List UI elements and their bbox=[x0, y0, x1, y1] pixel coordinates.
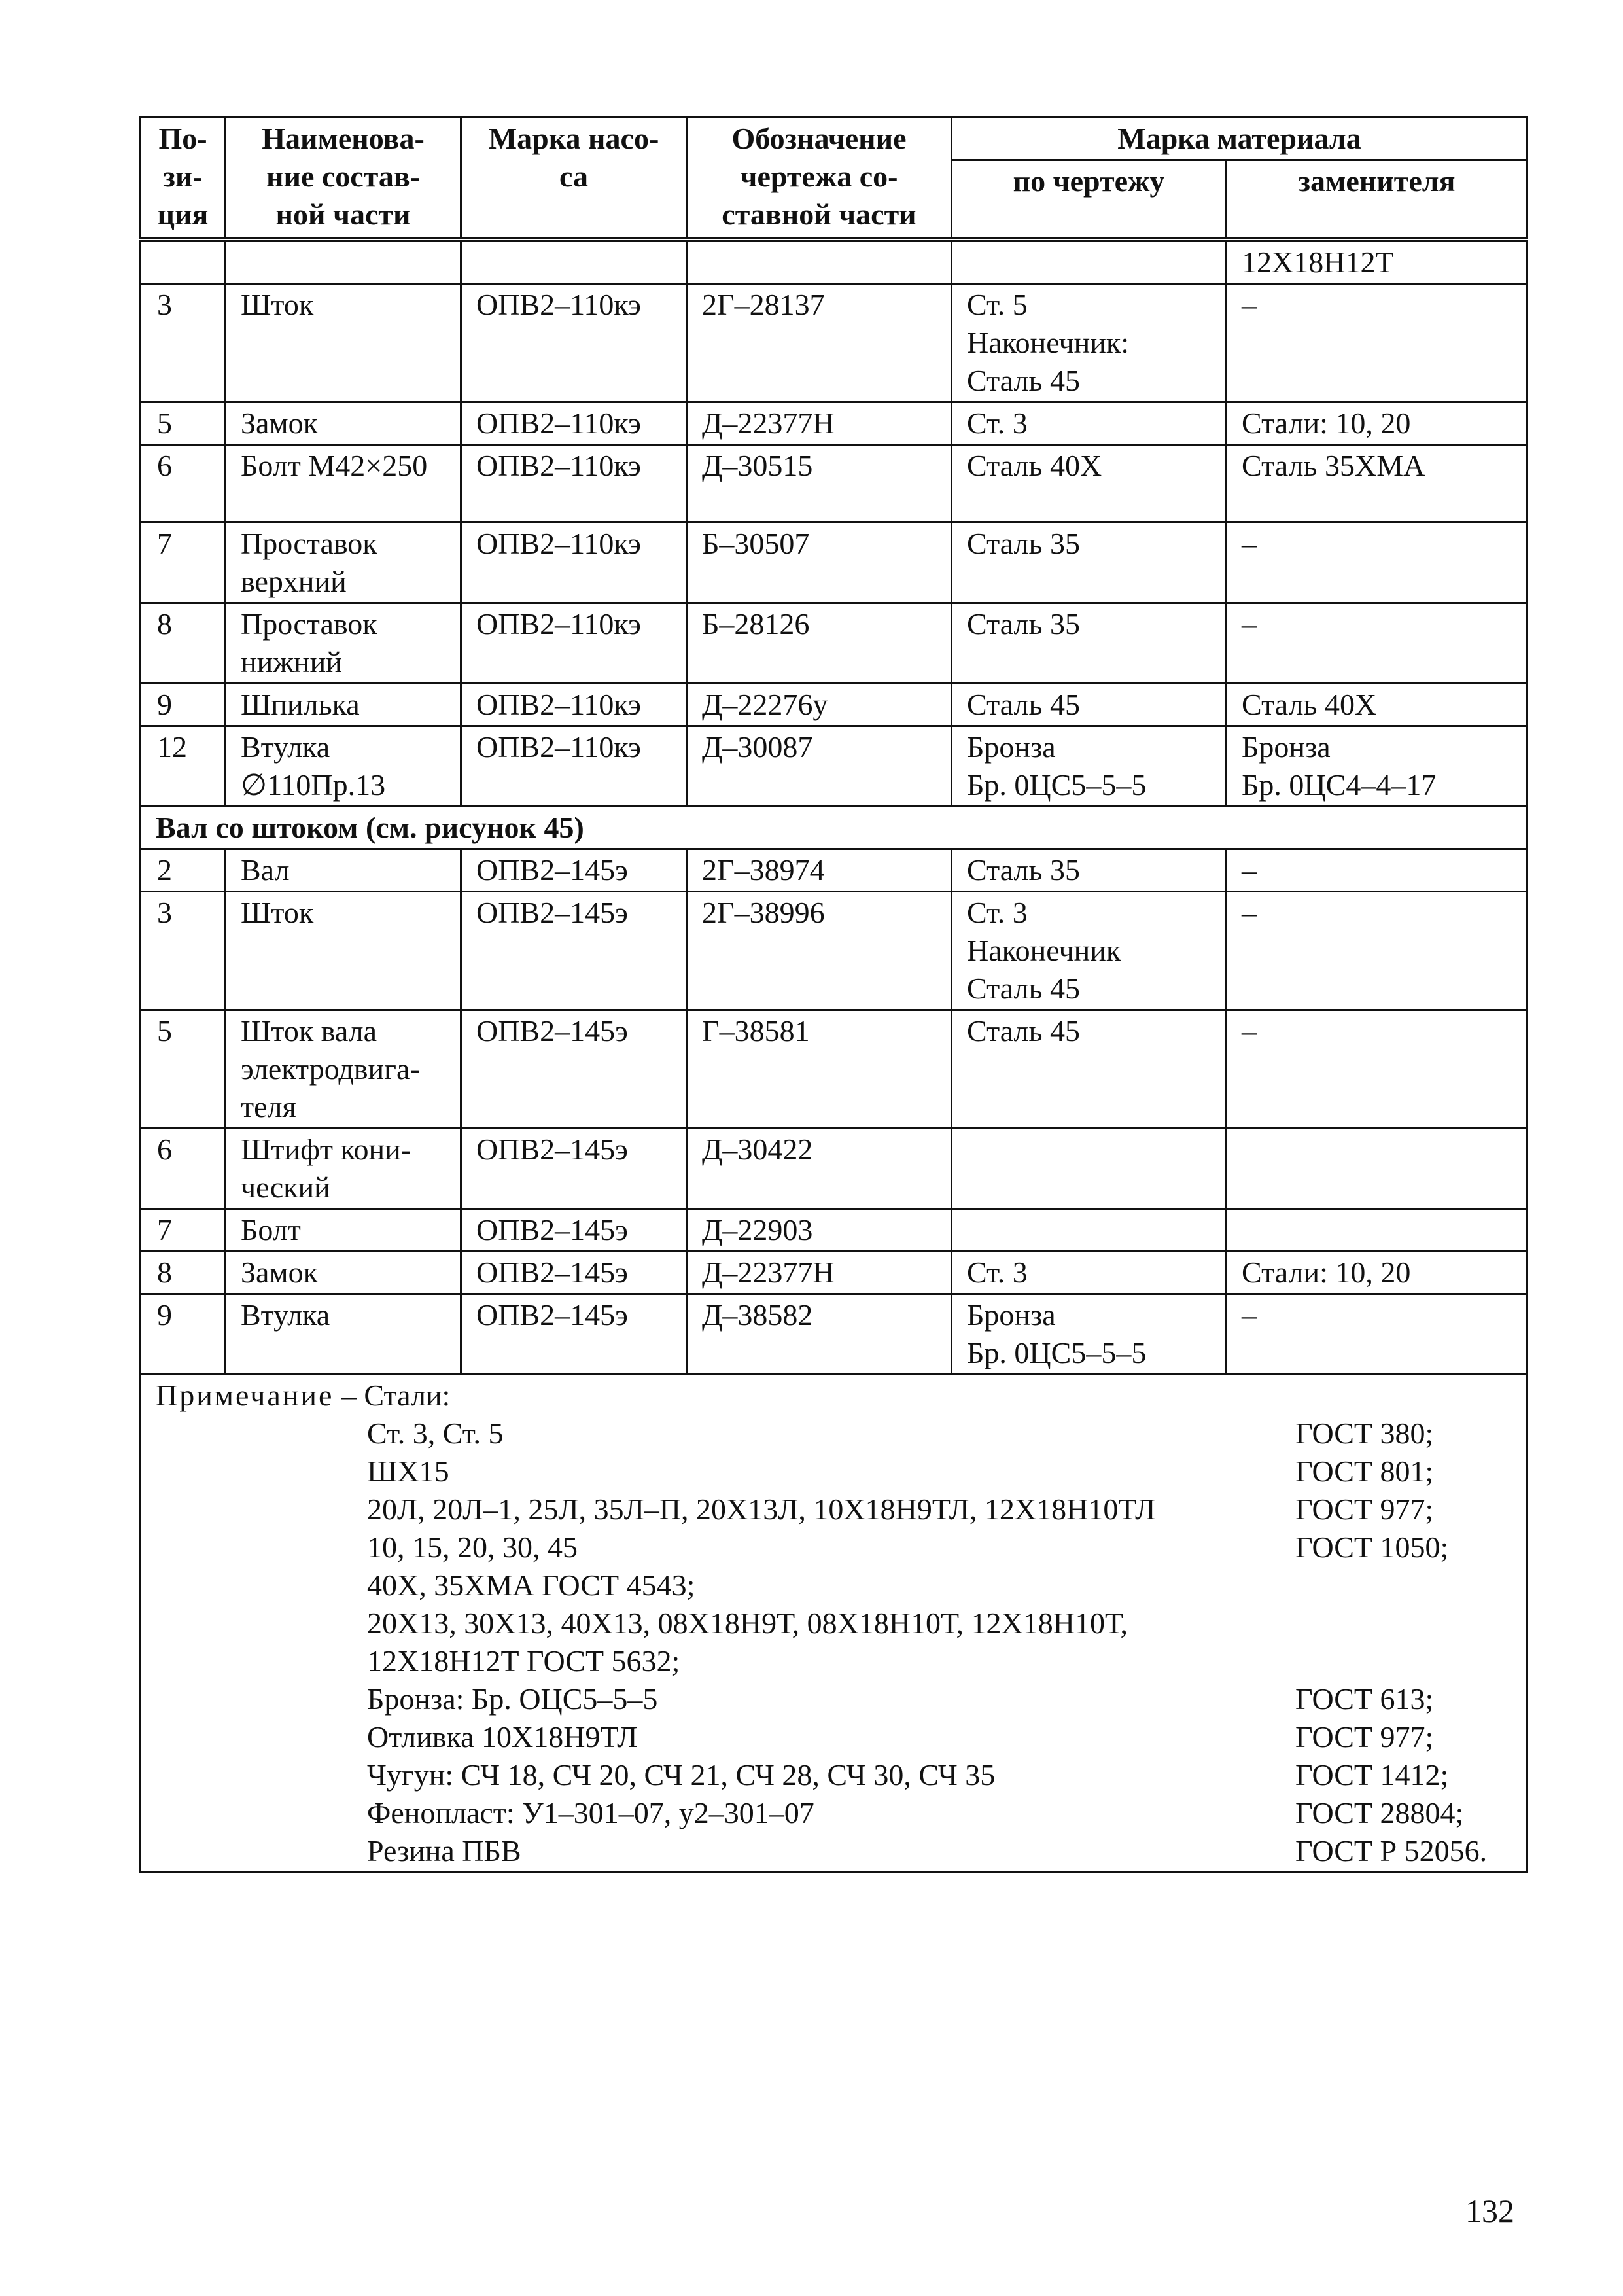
note-line-steel-grades: ШХ15 bbox=[367, 1455, 449, 1488]
note-line-steel-grades: 20Х13, 30Х13, 40Х13, 08Х18Н9Т, 08Х18Н10Т, 12Х18Н10Т, bbox=[367, 1606, 1128, 1640]
note-line-steel-grades: 20Л, 20Л–1, 25Л, 35Л–П, 20Х13Л, 10Х18Н9ТЛ, 12Х18Н10ТЛ bbox=[367, 1492, 1156, 1526]
cell-drawing-number: Д–22377Н bbox=[687, 1252, 952, 1294]
cell-drawing-number: Д–22276у bbox=[687, 684, 952, 726]
note-line-steel-grades: Чугун: СЧ 18, СЧ 20, СЧ 21, СЧ 28, СЧ 30, СЧ 35 bbox=[367, 1758, 996, 1792]
cell-part-name-line: нижний bbox=[241, 645, 342, 679]
cell-substitute-line: – bbox=[1242, 527, 1257, 560]
cell-part-name-line: Шпилька bbox=[241, 688, 360, 721]
note-lines bbox=[156, 1415, 1526, 1870]
section-shaft bbox=[141, 807, 1527, 849]
cell-material bbox=[952, 603, 1227, 684]
note-line bbox=[156, 1566, 1526, 1604]
cell-drawing-number: 2Г–28137 bbox=[687, 284, 952, 402]
cell-substitute bbox=[1227, 1209, 1527, 1252]
cell-part-name-line bbox=[241, 243, 460, 281]
note-line-steel-grades: Отливка 10Х18Н9ТЛ bbox=[367, 1720, 638, 1754]
note-line-steel-grades: 12Х18Н12Т ГОСТ 5632; bbox=[367, 1644, 680, 1678]
header-material-substitute: заменителя bbox=[1227, 160, 1527, 240]
note-title-suffix: – Стали: bbox=[334, 1379, 451, 1412]
cell-part-name bbox=[226, 523, 461, 603]
cell-material-line: Сталь 45 bbox=[967, 972, 1080, 1005]
cell-part-name-line: Проставок bbox=[241, 607, 377, 641]
cell-substitute-line: 12Х18Н12Т bbox=[1242, 245, 1394, 279]
cell-substitute bbox=[1227, 523, 1527, 603]
note-line-steel-grades: 10, 15, 20, 30, 45 bbox=[367, 1530, 578, 1564]
cell-drawing-number: Б–30507 bbox=[687, 523, 952, 603]
cell-material bbox=[952, 1209, 1227, 1252]
parts-materials-table bbox=[139, 116, 1528, 1873]
note-line bbox=[156, 1756, 1526, 1794]
cell-material-line: Сталь 35 bbox=[967, 527, 1080, 560]
cell-material-line: Ст. 3 bbox=[967, 406, 1028, 440]
cell-pump-model: ОПВ2–110кэ bbox=[461, 523, 687, 603]
cell-part-name bbox=[226, 445, 461, 523]
cell-drawing-number: Б–28126 bbox=[687, 603, 952, 684]
note-line bbox=[156, 1794, 1526, 1832]
cell-substitute-line: – bbox=[1242, 288, 1257, 321]
cell-pump-model: ОПВ2–145э bbox=[461, 1010, 687, 1129]
cell-part-name bbox=[226, 726, 461, 807]
note-line-steel-grades: Ст. 3, Ст. 5 bbox=[367, 1417, 504, 1450]
cell-material-line bbox=[967, 1211, 1225, 1249]
header-part-name: Наименова- ние состав- ной части bbox=[226, 118, 461, 240]
cell-part-name-line: Шток bbox=[241, 288, 314, 321]
note-line-standard: ГОСТ 613; bbox=[1295, 1682, 1434, 1716]
cell-drawing-number: Д–22903 bbox=[687, 1209, 952, 1252]
cell-position: 8 bbox=[141, 603, 226, 684]
note-line bbox=[156, 1642, 1526, 1680]
note-cell bbox=[141, 1375, 1527, 1873]
cell-part-name-line: Вал bbox=[241, 853, 290, 887]
cell-pump-model: ОПВ2–110кэ bbox=[461, 284, 687, 402]
cell-substitute-line: – bbox=[1242, 1014, 1257, 1048]
cell-part-name bbox=[226, 239, 461, 284]
cell-drawing-number: Д–30087 bbox=[687, 726, 952, 807]
cell-drawing-number: Д–38582 bbox=[687, 1294, 952, 1375]
cell-position: 5 bbox=[141, 402, 226, 445]
table-row bbox=[141, 726, 1527, 807]
note-line bbox=[156, 1718, 1526, 1756]
note-line bbox=[156, 1604, 1526, 1642]
header-row-1 bbox=[141, 118, 1527, 160]
cell-part-name bbox=[226, 603, 461, 684]
cell-position: 9 bbox=[141, 1294, 226, 1375]
cell-substitute-line: – bbox=[1242, 1298, 1257, 1332]
note-line bbox=[156, 1415, 1526, 1453]
cell-part-name-line: теля bbox=[241, 1090, 296, 1123]
cell-part-name-line: ∅110Пр.13 bbox=[241, 768, 386, 802]
cell-position: 3 bbox=[141, 284, 226, 402]
cell-substitute bbox=[1227, 603, 1527, 684]
cell-substitute bbox=[1227, 726, 1527, 807]
cell-part-name bbox=[226, 892, 461, 1010]
note-line bbox=[156, 1832, 1526, 1870]
cell-part-name-line: Шток вала bbox=[241, 1014, 377, 1048]
note-section bbox=[141, 1375, 1527, 1873]
cell-material bbox=[952, 849, 1227, 892]
cell-material bbox=[952, 239, 1227, 284]
cell-position: 3 bbox=[141, 892, 226, 1010]
cell-part-name-line: Болт bbox=[241, 1213, 301, 1246]
cell-substitute bbox=[1227, 1252, 1527, 1294]
cell-substitute bbox=[1227, 284, 1527, 402]
cell-material-line: Бронза bbox=[967, 730, 1056, 764]
cell-part-name bbox=[226, 1294, 461, 1375]
page-number: 132 bbox=[1465, 2193, 1514, 2229]
table-row bbox=[141, 892, 1527, 1010]
cell-material-line: Ст. 3 bbox=[967, 1256, 1028, 1289]
cell-material bbox=[952, 726, 1227, 807]
cell-material-line: Наконечник bbox=[967, 934, 1121, 967]
cell-part-name-line: Замок bbox=[241, 406, 318, 440]
cell-substitute bbox=[1227, 1010, 1527, 1129]
table-row bbox=[141, 1252, 1527, 1294]
note-row bbox=[141, 1375, 1527, 1873]
cell-pump-model bbox=[461, 239, 687, 284]
table-row bbox=[141, 284, 1527, 402]
cell-material bbox=[952, 402, 1227, 445]
cell-pump-model: ОПВ2–110кэ bbox=[461, 684, 687, 726]
cell-material-line: Бр. 0ЦС5–5–5 bbox=[967, 1336, 1147, 1369]
cell-pump-model: ОПВ2–145э bbox=[461, 849, 687, 892]
cell-part-name-line: верхний bbox=[241, 565, 347, 598]
section-title: Вал со штоком (см. рисунок 45) bbox=[141, 807, 1527, 849]
cell-material-line bbox=[967, 1131, 1225, 1169]
note-line bbox=[156, 1491, 1526, 1528]
cell-pump-model: ОПВ2–110кэ bbox=[461, 402, 687, 445]
cell-position: 5 bbox=[141, 1010, 226, 1129]
cell-material bbox=[952, 1252, 1227, 1294]
cell-pump-model: ОПВ2–145э bbox=[461, 1252, 687, 1294]
cell-substitute bbox=[1227, 239, 1527, 284]
cell-substitute bbox=[1227, 445, 1527, 523]
cell-material bbox=[952, 284, 1227, 402]
cell-material-line: Наконечник: bbox=[967, 326, 1130, 359]
note-line-standard: ГОСТ 380; bbox=[1295, 1417, 1434, 1450]
cell-drawing-number: 2Г–38974 bbox=[687, 849, 952, 892]
cell-position bbox=[141, 239, 226, 284]
table-body-pump-145 bbox=[141, 849, 1527, 1375]
cell-part-name-line: Штифт кони- bbox=[241, 1133, 411, 1166]
table-row bbox=[141, 523, 1527, 603]
cell-position: 8 bbox=[141, 1252, 226, 1294]
table-row bbox=[141, 603, 1527, 684]
cell-position: 6 bbox=[141, 445, 226, 523]
note-line-standard: ГОСТ 1050; bbox=[1295, 1530, 1449, 1564]
cell-material-line: Сталь 40Х bbox=[967, 449, 1102, 482]
section-row bbox=[141, 807, 1527, 849]
cell-pump-model: ОПВ2–110кэ bbox=[461, 726, 687, 807]
note-line-standard: ГОСТ 1412; bbox=[1295, 1758, 1449, 1792]
cell-substitute-line: Сталь 35ХМА bbox=[1242, 449, 1425, 482]
cell-substitute-line: Сталь 40Х bbox=[1242, 688, 1377, 721]
cell-substitute-line: Стали: 10, 20 bbox=[1242, 406, 1411, 440]
cell-material-line: Сталь 35 bbox=[967, 853, 1080, 887]
cell-part-name-line: ческий bbox=[241, 1171, 330, 1204]
cell-substitute-line: Бронза bbox=[1242, 730, 1331, 764]
cell-part-name bbox=[226, 684, 461, 726]
cell-substitute-line bbox=[1242, 1131, 1526, 1169]
cell-drawing-number: 2Г–38996 bbox=[687, 892, 952, 1010]
cell-substitute-line: Стали: 10, 20 bbox=[1242, 1256, 1411, 1289]
cell-part-name bbox=[226, 1010, 461, 1129]
cell-part-name bbox=[226, 284, 461, 402]
cell-part-name bbox=[226, 1129, 461, 1209]
cell-substitute-line: – bbox=[1242, 853, 1257, 887]
cell-material-line bbox=[967, 243, 1225, 281]
cell-material-line: Бр. 0ЦС5–5–5 bbox=[967, 768, 1147, 802]
cell-material-line: Сталь 45 bbox=[967, 1014, 1080, 1048]
cell-material-line: Сталь 45 bbox=[967, 364, 1080, 397]
cell-position: 9 bbox=[141, 684, 226, 726]
header-position: По- зи- ция bbox=[141, 118, 226, 240]
note-line-steel-grades: Фенопласт: У1–301–07, у2–301–07 bbox=[367, 1796, 814, 1829]
cell-material-line: Сталь 45 bbox=[967, 688, 1080, 721]
cell-drawing-number: Д–22377Н bbox=[687, 402, 952, 445]
cell-drawing-number: Г–38581 bbox=[687, 1010, 952, 1129]
note-line-standard: ГОСТ Р 52056. bbox=[1295, 1834, 1488, 1867]
cell-position: 7 bbox=[141, 1209, 226, 1252]
cell-substitute bbox=[1227, 402, 1527, 445]
cell-pump-model: ОПВ2–145э bbox=[461, 1129, 687, 1209]
table-body-pump-110 bbox=[141, 239, 1527, 807]
table-row bbox=[141, 239, 1527, 284]
note-line-steel-grades: 40Х, 35ХМА ГОСТ 4543; bbox=[367, 1568, 695, 1602]
note-line-steel-grades: Резина ПБВ bbox=[367, 1834, 521, 1867]
cell-part-name bbox=[226, 1209, 461, 1252]
cell-drawing-number: Д–30515 bbox=[687, 445, 952, 523]
cell-material bbox=[952, 445, 1227, 523]
cell-position: 6 bbox=[141, 1129, 226, 1209]
cell-substitute bbox=[1227, 849, 1527, 892]
cell-substitute bbox=[1227, 1294, 1527, 1375]
cell-material bbox=[952, 523, 1227, 603]
cell-position: 7 bbox=[141, 523, 226, 603]
table-row bbox=[141, 1129, 1527, 1209]
cell-part-name bbox=[226, 1252, 461, 1294]
note-title: Примечание bbox=[156, 1379, 334, 1412]
cell-pump-model: ОПВ2–145э bbox=[461, 1209, 687, 1252]
cell-material bbox=[952, 684, 1227, 726]
note-heading bbox=[156, 1377, 1526, 1415]
cell-material bbox=[952, 892, 1227, 1010]
cell-part-name-line: Замок bbox=[241, 1256, 318, 1289]
cell-drawing-number: Д–30422 bbox=[687, 1129, 952, 1209]
cell-substitute-line bbox=[1242, 1211, 1526, 1249]
table-row bbox=[141, 445, 1527, 523]
cell-part-name-line: Шток bbox=[241, 896, 314, 929]
cell-part-name bbox=[226, 849, 461, 892]
cell-material bbox=[952, 1010, 1227, 1129]
note-line-standard: ГОСТ 28804; bbox=[1295, 1796, 1464, 1829]
cell-pump-model: ОПВ2–145э bbox=[461, 1294, 687, 1375]
note-line bbox=[156, 1680, 1526, 1718]
note-line-steel-grades: Бронза: Бр. ОЦС5–5–5 bbox=[367, 1682, 658, 1716]
header-material-group: Марка материала bbox=[952, 118, 1527, 160]
cell-part-name-line: Втулка bbox=[241, 730, 330, 764]
cell-substitute bbox=[1227, 1129, 1527, 1209]
cell-drawing-number bbox=[687, 239, 952, 284]
table-row bbox=[141, 1294, 1527, 1375]
cell-part-name bbox=[226, 402, 461, 445]
cell-substitute-line: – bbox=[1242, 896, 1257, 929]
header-material-drawing: по чертежу bbox=[952, 160, 1227, 240]
table-row bbox=[141, 849, 1527, 892]
note-line-standard: ГОСТ 801; bbox=[1295, 1455, 1434, 1488]
cell-pump-model: ОПВ2–110кэ bbox=[461, 603, 687, 684]
table-row bbox=[141, 684, 1527, 726]
cell-substitute-line: Бр. 0ЦС4–4–17 bbox=[1242, 768, 1437, 802]
table-row bbox=[141, 1209, 1527, 1252]
note-line bbox=[156, 1453, 1526, 1491]
note-line-standard: ГОСТ 977; bbox=[1295, 1492, 1434, 1526]
cell-material-line: Сталь 35 bbox=[967, 607, 1080, 641]
note-line bbox=[156, 1528, 1526, 1566]
note-line-standard: ГОСТ 977; bbox=[1295, 1720, 1434, 1754]
cell-part-name-line: электродвига- bbox=[241, 1052, 420, 1086]
cell-position: 12 bbox=[141, 726, 226, 807]
cell-part-name-line: Болт М42×250 bbox=[241, 449, 428, 482]
table-row bbox=[141, 402, 1527, 445]
cell-material-line: Ст. 5 bbox=[967, 288, 1028, 321]
cell-material bbox=[952, 1129, 1227, 1209]
cell-part-name-line: Втулка bbox=[241, 1298, 330, 1332]
header-drawing-number: Обозначение чертежа со- ставной части bbox=[687, 118, 952, 240]
cell-substitute-line: – bbox=[1242, 607, 1257, 641]
header-pump-model: Марка насо- са bbox=[461, 118, 687, 240]
cell-pump-model: ОПВ2–145э bbox=[461, 892, 687, 1010]
cell-substitute bbox=[1227, 684, 1527, 726]
cell-material bbox=[952, 1294, 1227, 1375]
cell-pump-model: ОПВ2–110кэ bbox=[461, 445, 687, 523]
table-row bbox=[141, 1010, 1527, 1129]
cell-substitute bbox=[1227, 892, 1527, 1010]
cell-part-name-line: Проставок bbox=[241, 527, 377, 560]
cell-material-line: Ст. 3 bbox=[967, 896, 1028, 929]
cell-position: 2 bbox=[141, 849, 226, 892]
cell-material-line: Бронза bbox=[967, 1298, 1056, 1332]
